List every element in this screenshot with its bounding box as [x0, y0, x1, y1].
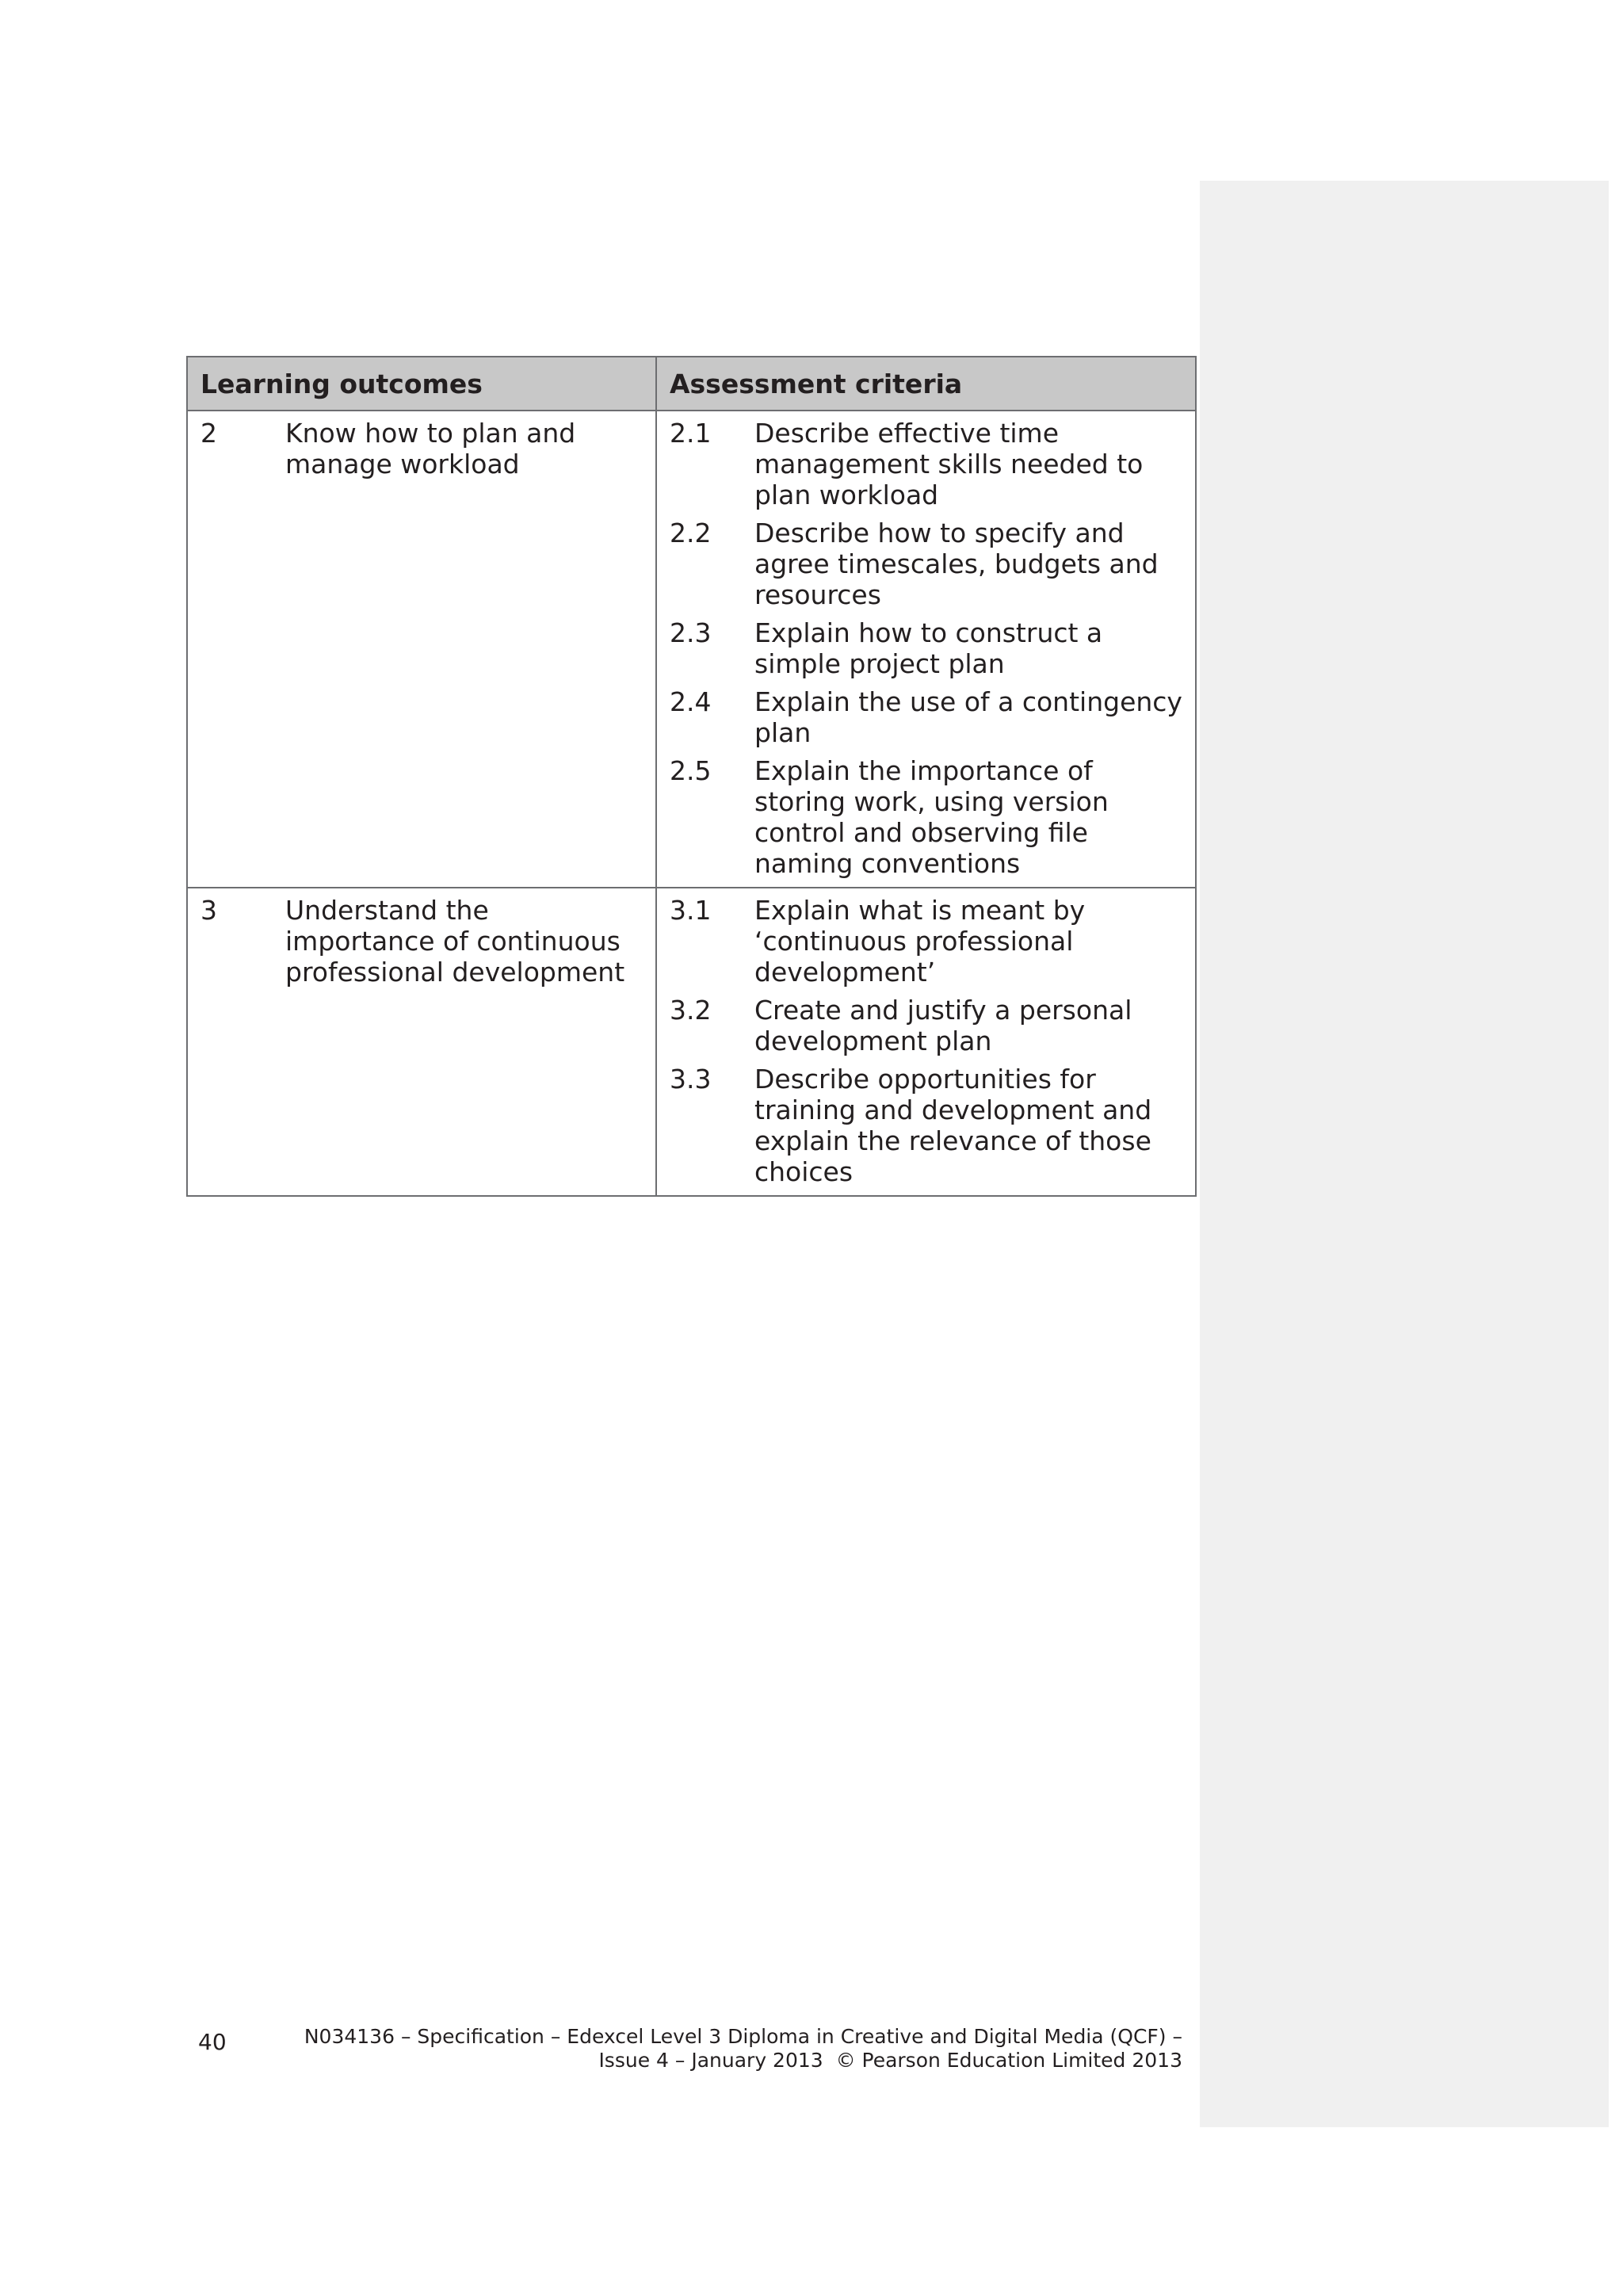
- header-learning-outcomes: Learning outcomes: [187, 357, 656, 411]
- criterion: [670, 418, 1182, 510]
- criterion: [670, 617, 1182, 679]
- criterion-number: 3.1: [670, 895, 712, 926]
- footer-line-1: N034136 – Specification – Edexcel Level 3 Diploma in Creative and Digital Media (QCF) –: [304, 2025, 1182, 2048]
- criterion-text: Create and justify a personal development plan: [754, 995, 1132, 1056]
- criterion-number: 2.2: [670, 518, 712, 548]
- outcome-text: Understand the importance of continuous professional development: [285, 895, 625, 988]
- criterion-number: 3.2: [670, 995, 712, 1026]
- criterion-text: Explain how to construct a simple project plan: [754, 617, 1103, 679]
- criterion-number: 2.5: [670, 755, 712, 786]
- criterion: [670, 755, 1182, 879]
- criterion-text: Explain the importance of storing work, using version control and observing file naming conventions: [754, 755, 1109, 879]
- criterion-text: Describe how to specify and agree timescales, budgets and resources: [754, 518, 1159, 610]
- criteria-cell: [656, 888, 1196, 1196]
- criterion-number: 3.3: [670, 1064, 712, 1095]
- header-assessment-criteria: Assessment criteria: [656, 357, 1196, 411]
- outcomes-criteria-table: [186, 356, 1197, 1197]
- criterion-text: Explain what is meant by ‘continuous professional development’: [754, 895, 1086, 988]
- table-header-row: [187, 357, 1196, 411]
- criterion-text: Describe opportunities for training and development and explain the relevance of those choices: [754, 1064, 1152, 1187]
- criterion-text: Describe effective time management skills needed to plan workload: [754, 418, 1144, 510]
- outcome-text: Know how to plan and manage workload: [285, 418, 576, 479]
- page-number: 40: [198, 2029, 227, 2055]
- outcome-cell: [187, 888, 656, 1196]
- footer-line-2: Issue 4 – January 2013 © Pearson Education Limited 2013: [598, 2049, 1182, 2072]
- criterion-number: 2.1: [670, 418, 712, 449]
- outcome-number: 3: [200, 895, 217, 926]
- criterion-number: 2.4: [670, 686, 712, 717]
- learning-outcome: [200, 895, 643, 988]
- page-footer: [304, 2025, 1182, 2073]
- table-row: [187, 411, 1196, 888]
- criteria-cell: [656, 411, 1196, 888]
- outcome-cell: [187, 411, 656, 888]
- criterion: [670, 1064, 1182, 1187]
- criterion: [670, 518, 1182, 610]
- table-row: [187, 888, 1196, 1196]
- criterion: [670, 686, 1182, 748]
- criterion-number: 2.3: [670, 617, 712, 648]
- criterion: [670, 995, 1182, 1056]
- learning-outcome: [200, 418, 643, 479]
- criterion-text: Explain the use of a contingency plan: [754, 686, 1182, 748]
- criterion: [670, 895, 1182, 988]
- margin-panel: [1200, 181, 1609, 2127]
- outcome-number: 2: [200, 418, 217, 449]
